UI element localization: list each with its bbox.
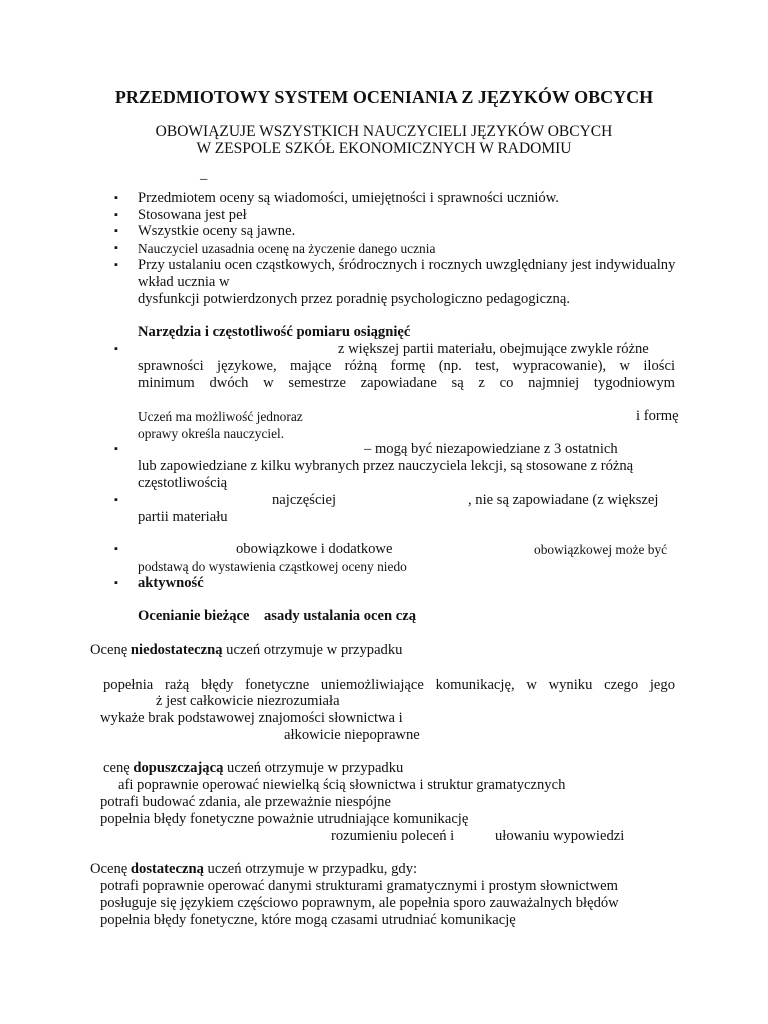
grade-heading: cenę dopuszczającą uczeń otrzymuje w przypadku (103, 760, 404, 776)
bullet-icon: ▪ (114, 259, 118, 271)
bullet-icon: ▪ (114, 192, 118, 204)
grade-criterion: afi poprawnie operować niewielką ścią słownictwa i struktur gramatycznych (118, 777, 566, 793)
tools-text: minimum dwóch w semestrze zapowiadane są z co najmniej tygodniowym (138, 375, 675, 391)
document-title: PRZEDMIOTOWY SYSTEM OCENIANIA Z JĘZYKÓW OBCYCH (114, 87, 654, 107)
rule-item: Nauczyciel uzasadnia ocenę na życzenie danego ucznia (138, 241, 436, 256)
tools-text: z większej partii materiału, obejmujące zwykle różne (338, 341, 649, 357)
grade-criterion: posługuje się językiem częściowo poprawnym, ale popełnia sporo zauważalnych błędów (100, 895, 619, 911)
rule-item: Przy ustalaniu ocen cząstkowych, śródrocznych i rocznych uwzględniany jest indywidualny (138, 257, 676, 273)
bullet-icon: ▪ (114, 209, 118, 221)
eval-heading: Ocenianie bieżące (138, 608, 250, 624)
tools-text: partii materiału (138, 509, 228, 525)
grade-criterion: popełnia błędy fonetyczne, które mogą czasami utrudniać komunikację (100, 912, 516, 928)
tools-text: – mogą być niezapowiedziane z 3 ostatnich (364, 441, 618, 457)
tools-text: Uczeń ma możliwość jednoraz (138, 409, 303, 424)
tools-text: oprawy określa nauczyciel. (138, 426, 285, 441)
tools-text: i formę (636, 408, 679, 424)
bullet-icon: ▪ (114, 494, 118, 506)
tools-text: lub zapowiedziane z kilku wybranych przez nauczyciela lekcji, są stosowane z różną (138, 458, 634, 474)
tools-text: aktywność (138, 575, 204, 591)
tools-text: najczęściej (272, 492, 337, 508)
document-subtitle-line-1: OBOWIĄZUJE WSZYSTKICH NAUCZYCIELI JĘZYKÓW OBCYCH (155, 123, 613, 140)
tools-text: , nie są zapowiadane (z większej (468, 492, 659, 508)
grade-criterion: potrafi budować zdania, ale przeważnie niespójne (100, 794, 391, 810)
grade-criterion: popełnia błędy fonetyczne poważnie utrudniające komunikację (100, 811, 469, 827)
bullet-icon: ▪ (114, 577, 118, 589)
grade-name: niedostateczną (130, 642, 223, 658)
rule-item-continuation: dysfunkcji potwierdzonych przez poradnię psychologiczno pedagogiczną. (138, 291, 570, 307)
tools-text: obowiązkowe i dodatkowe (236, 541, 393, 557)
bullet-icon: ▪ (114, 343, 118, 355)
grade-heading: Ocenę dostateczną uczeń otrzymuje w przypadku, gdy: (90, 861, 418, 877)
bullet-icon: ▪ (114, 443, 118, 455)
rule-item: Przedmiotem oceny są wiadomości, umiejętności i sprawności uczniów. (138, 190, 559, 206)
bullet-icon: ▪ (114, 543, 118, 555)
tools-text: sprawności językowe, mające różną formę (np. test, wypracowanie), w ilości (138, 358, 675, 374)
bullet-icon: ▪ (114, 242, 118, 254)
rule-item: Wszystkie oceny są jawne. (138, 223, 296, 239)
grade-criterion: popełnia rażą błędy fonetyczne uniemożliwiające komunikację, w wyniku czego jego (103, 677, 675, 693)
grade-heading: Ocenę niedostateczną uczeń otrzymuje w przypadku (90, 642, 403, 658)
grade-criterion: wykaże brak podstawowej znajomości słownictwa i (100, 710, 403, 726)
grade-name: dopuszczającą (133, 760, 224, 776)
eval-heading: asady ustalania ocen czą (264, 608, 417, 624)
grade-criterion: ż jest całkowicie niezrozumiała (156, 693, 340, 709)
tools-text: częstotliwością (138, 475, 228, 491)
dash-mark: – (200, 171, 208, 187)
grade-criterion: ałkowicie niepoprawne (284, 727, 420, 743)
tools-heading: Narzędzia i częstotliwość pomiaru osiągnięć (138, 324, 411, 340)
document-subtitle-line-2: W ZESPOLE SZKÓŁ EKONOMICZNYCH W RADOMIU (196, 140, 572, 157)
grade-criterion: rozumieniu poleceń i (331, 828, 455, 844)
tools-text: obowiązkowej może być (534, 542, 668, 557)
rule-item-continuation: wkład ucznia w (138, 274, 230, 290)
tools-text: podstawą do wystawienia cząstkowej oceny niedo (138, 559, 407, 574)
grade-criterion: potrafi poprawnie operować danymi strukturami gramatycznymi i prostym słownictwem (100, 878, 618, 894)
bullet-icon: ▪ (114, 225, 118, 237)
grade-name: dostateczną (130, 861, 204, 877)
grade-criterion: ułowaniu wypowiedzi (495, 828, 625, 844)
rule-item: Stosowana jest peł (138, 207, 247, 223)
